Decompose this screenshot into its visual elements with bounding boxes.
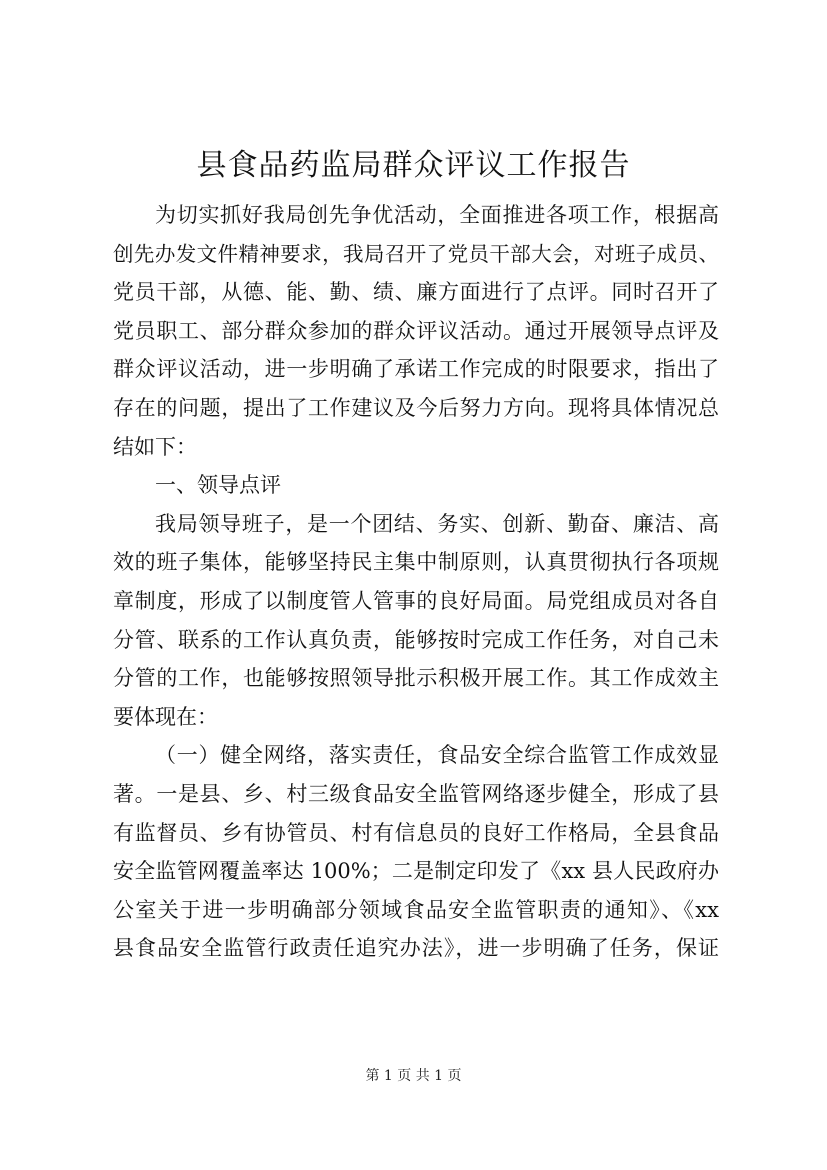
text-line: （一）健全网络，落实责任，食品安全综合监管工作成效显 [155, 743, 719, 768]
text-line: 有监督员、乡有协管员、村有信息员的良好工作格局，全县食品 [113, 820, 719, 845]
paragraph-leadership [113, 505, 719, 737]
paragraph-intro [113, 196, 719, 466]
text-line: 县食品安全监管行政责任追究办法》，进一步明确了任务，保证 [113, 936, 719, 961]
text-line: 公室关于进一步明确部分领域食品安全监管职责的通知》、《xx [113, 897, 719, 922]
text-line: 安全监管网覆盖率达 100%；二是制定印发了《xx 县人民政府办 [113, 859, 719, 884]
text-line: 一、领导点评 [155, 473, 281, 498]
text-line: 著。一是县、乡、村三级食品安全监管网络逐步健全，形成了县 [113, 781, 719, 806]
text-line: 章制度，形成了以制度管人管事的良好局面。局党组成员对各自 [113, 588, 719, 613]
document-title: 县食品药监局群众评议工作报告 [196, 148, 631, 183]
text-line: 要体现在： [113, 704, 218, 729]
text-line: 党员干部，从德、能、勤、绩、廉方面进行了点评。同时召开了 [113, 280, 719, 305]
text-line: 存在的问题，提出了工作建议及今后努力方向。现将具体情况总 [113, 395, 719, 420]
text-line: 分管的工作，也能够按照领导批示积极开展工作。其工作成效主 [113, 666, 719, 691]
text-line: 群众评议活动，进一步明确了承诺工作完成的时限要求，指出了 [113, 357, 719, 382]
paragraph-network [113, 736, 719, 968]
page-footer: 第 1 页 共 1 页 [365, 1068, 462, 1084]
text-line: 分管、联系的工作认真负责，能够按时完成工作任务，对自己未 [113, 627, 719, 652]
document-body [113, 196, 719, 968]
section-heading [113, 466, 719, 505]
text-line: 我局领导班子，是一个团结、务实、创新、勤奋、廉洁、高 [155, 511, 719, 536]
text-line: 结如下： [113, 434, 197, 459]
text-line: 创先办发文件精神要求，我局召开了党员干部大会，对班子成员、 [113, 241, 719, 266]
text-line: 为切实抓好我局创先争优活动，全面推进各项工作，根据高 [155, 203, 719, 227]
text-line: 效的班子集体，能够坚持民主集中制原则，认真贯彻执行各项规 [113, 550, 719, 575]
text-line: 党员职工、部分群众参加的群众评议活动。通过开展领导点评及 [113, 318, 719, 343]
